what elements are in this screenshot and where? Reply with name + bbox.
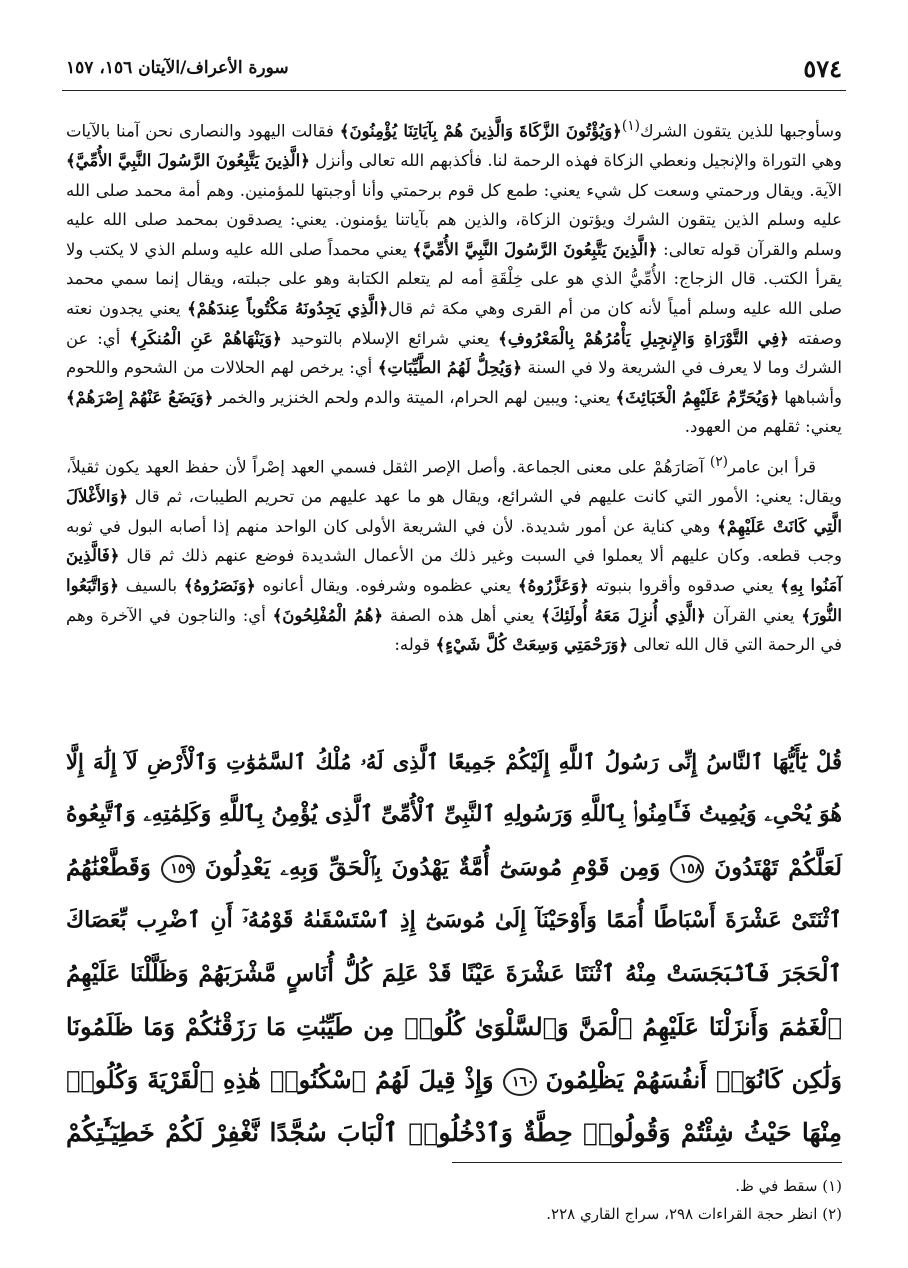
quran-line (66, 947, 842, 1000)
header-rule (62, 90, 846, 91)
quran-quote: ﴿الَّذِينَ يَتَّبِعُونَ الرَّسُولَ النَّبِيَّ الأُمِّيَّ﴾ (66, 151, 310, 171)
page-number: ٥٧٤ (803, 53, 842, 83)
quran-quote: ﴿وَرَحْمَتِي وَسِعَتْ كُلَّ شَيْءٍ﴾ (435, 635, 629, 655)
quran-quote: ﴿وَيُؤْتُونَ الزَّكَاةَ وَالَّذِينَ هُمْ بِآيَاتِنَا يُؤْمِنُونَ﴾ (339, 121, 622, 141)
quran-quote: ﴿الَّذِي يَجِدُونَهُ مَكْتُوباً عِندَهُمْ﴾ (187, 299, 389, 319)
text-run: وسأوجبها للذين يتقون الشرك (640, 121, 843, 141)
footnote-2: (٢) انظر حجة القراءات ٢٩٨، سراج القاري ٢٢٨. (546, 1205, 842, 1223)
quran-quote: ﴿وَيُحَرِّمُ عَلَيْهِمُ الْخَبَائِثَ﴾ (615, 387, 779, 407)
quran-verse-text: قُلْ يَٰٓأَيُّهَا ٱلنَّاسُ إِنِّى رَسُولُ ٱللَّهِ إِلَيْكُمْ جَمِيعًا ٱلَّذِى لَهُۥ مُلْكُ ٱلسَّمَٰوَٰتِ وَٱلْأَرْضِ لَآ إِلَٰهَ إِلَّا (66, 749, 842, 774)
text-run: يعني القرآن (705, 605, 802, 625)
quran-verse-text: لَعَلَّكُمْ تَهْتَدُونَ (714, 854, 843, 881)
text-run: يعني صدقوه وأقروا بنبوته (588, 575, 781, 595)
quran-quote: ﴿وَالأَغْلاَلَ الَّتِي كَانَتْ عَلَيْهِمْ﴾ (66, 487, 842, 536)
text-run: أي: يرخص لهم الحلالات من الشحوم واللحوم وأشباهها (66, 358, 842, 407)
quran-line (66, 1000, 842, 1053)
quran-quote: ﴿فَالَّذِينَ آمَنُوا بِهِ﴾ (66, 546, 842, 595)
text-run: وهي كناية عن أمور شديدة. لأن في الشريعة الأولى كان الواحد منهم إذا أصابه البول في ثوبه وجب قطعه. وكان عليهم ألا يعملوا في السبت وغير ذلك من الأعمال الشديدة فوضع عنهم ذلك ثم قال (66, 516, 842, 566)
text-run: فقالت اليهود والنصارى نحن آمنا بالآيات وهي التوراة والإنجيل ونعطي الزكاة فهذه الرحمة لنا. فأكذبهم الله تعالى وأنزل (66, 121, 842, 171)
text-run: أي: والناجون في الآخرة وهم في الرحمة التي قال الله تعالى (66, 605, 842, 655)
quran-verse-text: وَمِن قَوْمِ مُوسَىٰٓ أُمَّةٌ يَهْدُونَ بِٱلْحَقِّ وَبِهِۦ يَعْدِلُونَ (204, 854, 661, 881)
quran-verse-text: مِنْهَا حَيْثُ شِئْتُمْ وَقُولُوا۟ حِطَّةٌ وَٱدْخُلُوا۟ ٱلْبَابَ سُجَّدًا نَّغْفِرْ لَكُمْ خَطِيٓـَٰٔتِكُمْ (66, 1118, 842, 1147)
quran-verse-text: وَقَطَّعْنَٰهُمُ (66, 854, 151, 881)
footnote-1: (١) سقط في ظ. (735, 1177, 842, 1195)
quran-quote: ﴿وَيُحِلُّ لَهُمُ الطَّيِّبَاتِ﴾ (377, 358, 523, 378)
commentary-paragraph-1 (66, 112, 842, 442)
quran-quote: ﴿الَّذِينَ يَتَّبِعُونَ الرَّسُولَ النَّبِيَّ الأُمِّيَّ﴾ (412, 239, 658, 259)
footnote-rule (452, 1162, 842, 1163)
text-run: قرأ ابن عامر (728, 457, 816, 477)
quran-quote: ﴿هُمُ الْمُفْلِحُونَ﴾ (272, 605, 384, 625)
quran-verse-text: وَإِذْ قِيلَ لَهُمُ ٱسْكُنُوا۟ هَٰذِهِ ٱلْقَرْيَةَ وَكُلُوا۟ (66, 1065, 494, 1094)
text-run: يعني: ثقلهم من العهود. (684, 417, 842, 437)
quran-quote: ﴿فِي التَّوْرَاةِ وَالإِنجِيلِ يَأْمُرُهُمْ بِالْمَعْرُوفِ﴾ (498, 328, 789, 348)
quran-line (66, 841, 842, 894)
page-header (66, 48, 842, 88)
text-run: قوله: (394, 635, 436, 655)
quran-line (66, 735, 842, 788)
text-run: يعني يجدون نعته وصفته (66, 299, 842, 348)
text-run: يعني محمداً صلى الله عليه وسلم الذي لا يكتب ولا يقرأ الكتب. قال الزجاج: الأُمِّيُّ الذي هو على خِلْقَةِ أمه لم يتعلم الكتابة وهو على جبلته، ويقال إنما سمي محمد صلى الله عليه وسلم أمياً لأنه كان من أم القرى وهي مكة ثم قال (66, 239, 842, 319)
quran-verse-text: ٱلْغَمَٰمَ وَأَنزَلْنَا عَلَيْهِمُ ٱلْمَنَّ وَٱلسَّلْوَىٰ كُلُوا۟ مِن طَيِّبَٰتِ مَا رَزَقْنَٰكُمْ وَمَا ظَلَمُونَا (66, 1012, 842, 1041)
text-run: الآية. ويقال ورحمتي وسعت كل شيء يعني: طمع كل قوم برحمتي وأنا أوجبتها للمؤمنين. وهم أمة محمد صلى الله عليه وسلم الذين يتقون الشرك ويؤتون الزكاة، والذين هم بآياتنا يؤمنون. يعني: يصدقون بمحمد صلى الله عليه وسلم والقرآن قوله تعالى: (66, 180, 842, 259)
text-run: يعني أهل هذه الصفة (383, 605, 542, 625)
text-run: يعني شرائع الإسلام بالتوحيد (281, 328, 499, 348)
quran-quote: ﴿وَاتَّبَعُوا النُّورَ﴾ (66, 575, 842, 625)
ayah-number-marker: ١٥٩ (161, 855, 195, 883)
quran-quote: ﴿وَيَضَعُ عَنْهُمْ إِصْرَهُمْ﴾ (66, 387, 214, 407)
quran-verse-text: وَلَٰكِن كَانُوٓا۟ أَنفُسَهُمْ يَظْلِمُونَ (545, 1065, 843, 1094)
quran-line (66, 1053, 842, 1106)
text-run: أي: عن الشرك وما لا يعرف في الشريعة ولا في السنة (66, 328, 842, 378)
quran-line (66, 894, 842, 947)
footnotes (66, 1172, 842, 1228)
quran-text-block (66, 735, 842, 1159)
footnote-ref-1[interactable]: (١) (621, 118, 640, 134)
text-run: يعني: ويبين لهم الحرام، الميتة والدم ولحم الخنزير والخمر (213, 387, 616, 407)
quran-line (66, 788, 842, 841)
footnote-ref-2[interactable]: (٢) (709, 454, 729, 471)
commentary-text (66, 112, 842, 660)
commentary-paragraph-2 (66, 448, 842, 660)
text-run: بالسيف (118, 575, 184, 595)
ayah-number-marker: ١٥٨ (670, 855, 704, 883)
quran-verse-text: ٱلْحَجَرَ فَٱنۢبَجَسَتْ مِنْهُ ٱثْنَتَا عَشْرَةَ عَيْنًا قَدْ عَلِمَ كُلُّ أُنَاسٍ مَّشْرَبَهُمْ وَظَلَّلْنَا عَلَيْهِمُ (66, 960, 842, 987)
quran-quote: ﴿وَنَصَرُوهُ﴾ (183, 575, 256, 595)
ayah-number-marker: ١٦٠ (503, 1068, 537, 1096)
quran-verse-text: هُوَ يُحْىِۦ وَيُمِيتُ فَـَٔامِنُوا۟ بِٱللَّهِ وَرَسُولِهِ ٱلنَّبِىِّ ٱلْأُمِّىِّ ٱلَّذِى يُؤْمِنُ بِٱللَّهِ وَكَلِمَٰتِهِۦ وَٱتَّبِعُوهُ (65, 801, 842, 827)
text-run: آصَارَهُمْ على معنى الجماعة. وأصل الإصر الثقل فسمي العهد إصْراً لأن حفظ العهد يكون ثقيلاً، ويقال: يعني: الأمور التي كانت عليهم في الشرائع، ويقال هو ما عهد عليهم من تحريم الطيبات، ثم قال (66, 457, 842, 507)
running-title: سورة الأعراف/الآيتان ١٥٦، ١٥٧ (66, 58, 289, 78)
quran-line (66, 1106, 842, 1159)
quran-quote: ﴿وَيَنْهَاهُمْ عَنِ الْمُنكَرِ﴾ (129, 328, 282, 348)
quran-verse-text: ٱثْنَتَىْ عَشْرَةَ أَسْبَاطًا أُمَمًا وَأَوْحَيْنَآ إِلَىٰ مُوسَىٰٓ إِذِ ٱسْتَسْقَىٰهُ قَوْمُهُۥٓ أَنِ ٱضْرِب بِّعَصَاكَ (66, 907, 842, 933)
text-run: يعني عظموه وشرفوه. ويقال أعانوه (255, 575, 518, 595)
quran-quote: ﴿وَعَزَّرُوهُ﴾ (517, 575, 589, 595)
quran-quote: ﴿الَّذِي أُنزِلَ مَعَهُ أُولَئِكَ﴾ (541, 605, 706, 625)
